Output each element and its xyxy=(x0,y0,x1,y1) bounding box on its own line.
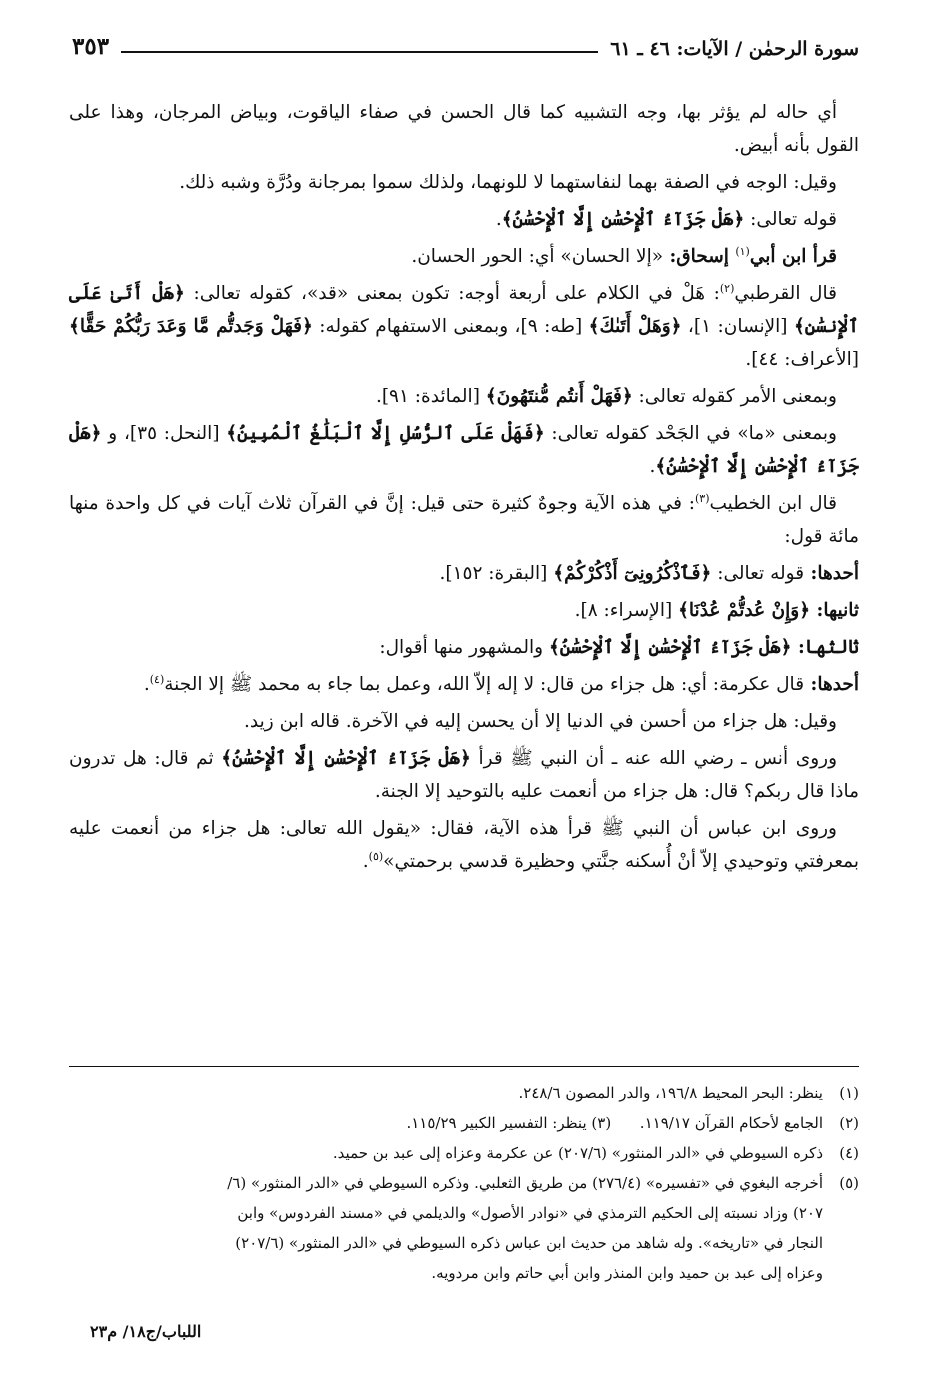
footnote-rule xyxy=(69,1066,859,1067)
paragraph: وروى ابن عباس أن النبي ﷺ قرأ هذه الآية، فقال: «يقول الله تعالى: هل جزاء من أنعمت عليه بمعرفتي وتوحيدي إلاّ أنْ أُسكنه جنَّتي وحظيرة قدسي برحمتي»$^{(٥)}$. xyxy=(69,818,859,872)
paragraph: وبمعنى «ما» في الجَحْد كقوله تعالى: ﴿فَهَلْ عَلَى ٱلرُّسُلِ إِلَّا ٱلْبَلَٰغُ ٱلْمُبِينُ﴾ [النحل: ٣٥]، و ﴿هَلْ جَزَآءُ ٱلْإِحْسَٰنِ إِلَّا ٱلْإِحْسَٰنُ﴾. xyxy=(69,423,859,477)
quran-verse: ﴿وَهَلْ أَتَىٰكَ﴾ xyxy=(588,316,682,337)
footnote-ref: (١) xyxy=(735,244,750,258)
quran-verse: ﴿فَهَلْ عَلَى ٱلرُّسُلِ إِلَّا ٱلْبَلَٰغُ ٱلْمُبِينُ﴾ xyxy=(226,423,545,444)
running-title: سورة الرحمٰن / الآيات: ٤٦ ـ ٦١ xyxy=(610,38,859,60)
paragraph: قرأ ابن أبي$^{(١)}$ إسحاق: «إلا الحسان» أي: الحور الحسان. xyxy=(411,244,837,267)
paragraph: ثانيها: ﴿وَإِنْ عُدتُّمْ عُدْنَا﴾ [الإسراء: ٨]. xyxy=(574,600,859,621)
paragraph: أحدها: قال عكرمة: أي: هل جزاء من قال: لا إله إلاّ الله، وعمل بما جاء به محمد ﷺ إلا الجنة$^{(٤)}$. xyxy=(143,672,859,695)
quran-verse: ﴿فَهَلْ وَجَدتُّم مَّا وَعَدَ رَبُّكُمْ حَقًّا﴾ xyxy=(69,316,313,337)
footnote-continuation: ٢٠٧) وزاد نسبته إلى الحكيم الترمذي في «نوادر الأصول» والديلمي في «مسند الفردوس» وابن xyxy=(237,1204,823,1222)
paragraph: ثالثها: ﴿هَلْ جَزَآءُ ٱلْإِحْسَٰنِ إِلَّا ٱلْإِحْسَٰنُ﴾ والمشهور منها أقوال: xyxy=(379,637,859,658)
paragraph: وبمعنى الأمر كقوله تعالى: ﴿فَهَلْ أَنتُم مُّنتَهُونَ﴾ [المائدة: ٩١]. xyxy=(375,386,837,407)
quran-verse: ﴿وَإِنْ عُدتُّمْ عُدْنَا﴾ xyxy=(678,600,811,621)
header-rule xyxy=(121,51,598,53)
footnote-ref: (٤) xyxy=(149,672,165,686)
paragraph: قال القرطبي$^{(٢)}$: هَلْ في الكلام على أربعة أوجه: تكون بمعنى «قد»، كقوله تعالى: ﴿هَلْ أَتَىٰ عَلَى ٱلْإِنسَٰنِ﴾ [الإنسان: ١]، ﴿وَهَلْ أَتَىٰكَ﴾ [طه: ٩]، وبمعنى الاستفهام كقوله: ﴿فَهَلْ وَجَدتُّم مَّا وَعَدَ رَبُّكُمْ حَقًّا﴾ [الأعراف: ٤٤]. xyxy=(69,281,859,370)
footnote-ref: (٣) xyxy=(695,491,710,505)
footnote-continuation: وعزاه إلى عبد بن حميد وابن المنذر وابن أبي حاتم وابن مردويه. xyxy=(431,1264,823,1282)
paragraph: قال ابن الخطيب$^{(٣)}$: في هذه الآية وجوهٌ كثيرة حتى قيل: إنَّ في القرآن ثلاث آيات في كل واحدة منها مائة قول: xyxy=(69,491,859,547)
quran-verse: ﴿فَهَلْ أَنتُم مُّنتَهُونَ﴾ xyxy=(485,386,633,407)
quran-verse: ﴿هَلْ أَتَىٰ عَلَى ٱلْإِنسَٰنِ﴾ xyxy=(69,283,859,337)
main-text xyxy=(69,96,859,882)
footnote: (٤)ذكره السيوطي في «الدر المنثور» (٢٠٧/٦) عن عكرمة وعزاه إلى عبد بن حميد. xyxy=(332,1144,859,1162)
paragraph: وقيل: هل جزاء من أحسن في الدنيا إلا أن يحسن إليه في الآخرة. قاله ابن زيد. xyxy=(244,711,837,732)
printer-signature: اللباب/ج١٨/ م٢٣ xyxy=(90,1322,202,1341)
quran-verse: ﴿هَلْ جَزَآءُ ٱلْإِحْسَٰنِ إِلَّا ٱلْإِحْسَٰنُ﴾ xyxy=(69,423,859,477)
footnote: (٢)الجامع لأحكام القرآن ١١٩/١٧. (٣) ينظر: التفسير الكبير ١١٥/٢٩. xyxy=(406,1114,859,1132)
quran-verse: ﴿هَلْ جَزَآءُ ٱلْإِحْسَٰنِ إِلَّا ٱلْإِحْسَٰنُ﴾ xyxy=(548,637,792,658)
paragraph: وروى أنس ـ رضي الله عنه ـ أن النبي ﷺ قرأ ﴿هَلْ جَزَآءُ ٱلْإِحْسَٰنِ إِلَّا ٱلْإِحْسَٰنُ﴾ ثم قال: هل تدرون ماذا قال ربكم؟ قال: هل جزاء من أنعمت عليه بالتوحيد إلا الجنة. xyxy=(69,748,859,802)
footnote: (٥)أخرجه البغوي في «تفسيره» (٢٧٦/٤) من طريق الثعلبي. وذكره السيوطي في «الدر المنثور» (٦/ xyxy=(227,1174,859,1192)
paragraph: أي حاله لم يؤثر بها، وجه التشبيه كما قال الحسن في صفاء الياقوت، وبياض المرجان، وهذا على القول بأنه أبيض. xyxy=(69,102,859,156)
page-number: ٣٥٣ xyxy=(72,33,110,60)
paragraph: قوله تعالى: ﴿هَلْ جَزَآءُ ٱلْإِحْسَٰنِ إِلَّا ٱلْإِحْسَٰنُ﴾. xyxy=(495,209,837,230)
footnote-ref: (٥) xyxy=(368,849,384,863)
footnotes xyxy=(69,1078,859,1288)
footnote-continuation: النجار في «تاريخه». وله شاهد من حديث ابن عباس ذكره السيوطي في «الدر المنثور» (٢٠٧/٦) xyxy=(235,1234,823,1252)
paragraph: أحدها: قوله تعالى: ﴿فَٱذْكُرُونِىٓ أَذْكُرْكُمْ﴾ [البقرة: ١٥٢]. xyxy=(439,563,859,584)
footnote-ref: (٢) xyxy=(719,281,735,295)
quran-verse: ﴿هَلْ جَزَآءُ ٱلْإِحْسَٰنِ إِلَّا ٱلْإِحْسَٰنُ﴾ xyxy=(221,748,471,769)
running-header xyxy=(72,26,859,60)
quran-verse: ﴿فَٱذْكُرُونِىٓ أَذْكُرْكُمْ﴾ xyxy=(553,563,712,584)
quran-verse: ﴿هَلْ جَزَآءُ ٱلْإِحْسَٰنِ إِلَّا ٱلْإِحْسَٰنُ﴾ xyxy=(501,209,745,230)
paragraph: وقيل: الوجه في الصفة بهما لنفاستهما لا للونهما، ولذلك سموا بمرجانة ودُرَّة وشبه ذلك. xyxy=(179,172,837,193)
footnote: (١)ينظر: البحر المحيط ١٩٦/٨، والدر المصون ٢٤٨/٦. xyxy=(518,1084,859,1102)
